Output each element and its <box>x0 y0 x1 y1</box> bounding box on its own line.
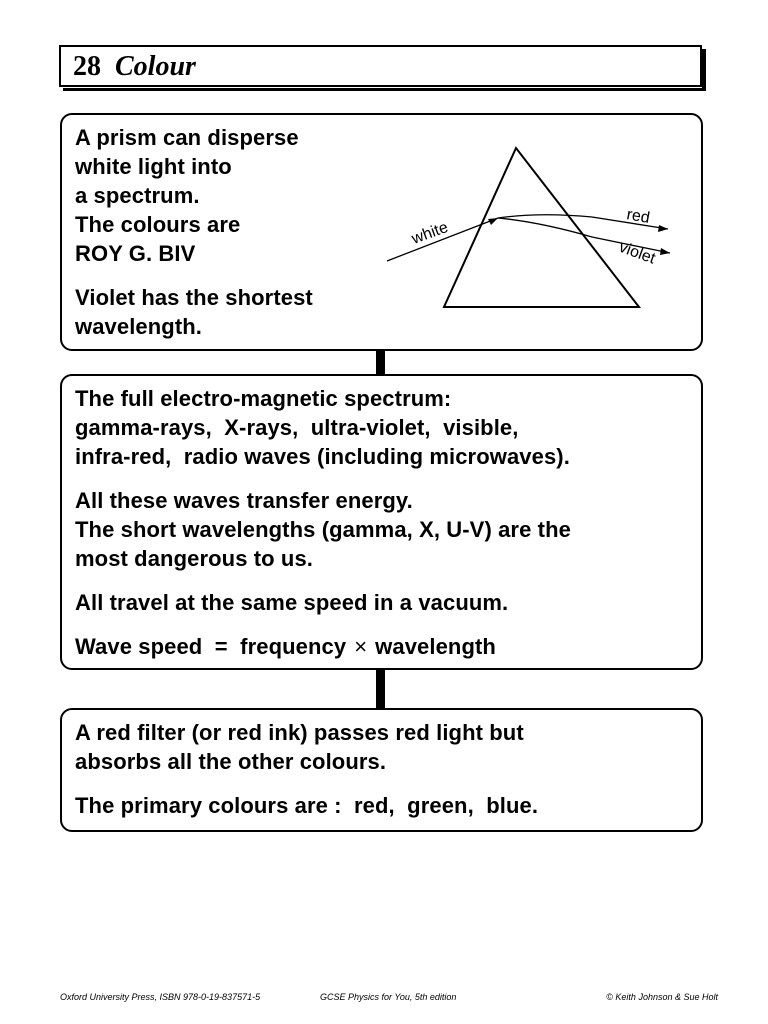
label-white: white <box>409 219 451 248</box>
prism-line: The colours are <box>75 212 241 237</box>
chapter-number: 28 <box>73 51 101 82</box>
em-line: gamma-rays, X-rays, ultra-violet, visible, <box>75 415 519 440</box>
equation-lhs: Wave speed = frequency <box>75 634 347 659</box>
red-ray-arrow <box>658 225 668 232</box>
energy-line: The short wavelengths (gamma, X, U-V) are the <box>75 517 571 542</box>
prism-line: A prism can disperse <box>75 125 299 150</box>
prism-line: white light into <box>75 154 232 179</box>
filter-line: A red filter (or red ink) passes red light but <box>75 720 524 745</box>
connector-bar <box>376 670 385 708</box>
energy-line: All these waves transfer energy. <box>75 488 413 513</box>
white-ray-arrow <box>488 218 498 225</box>
filter-box <box>60 708 703 832</box>
footer-publisher: Oxford University Press, ISBN 978-0-19-837571-5 <box>60 992 261 1002</box>
filter-text <box>75 718 689 776</box>
ray-inside-red <box>498 215 592 218</box>
em-spectrum-list <box>75 384 689 471</box>
violet-ray-arrow <box>660 248 670 255</box>
violet-note-line: Violet has the shortest <box>75 285 313 310</box>
filter-line: absorbs all the other colours. <box>75 749 387 774</box>
energy-line: most dangerous to us. <box>75 546 314 571</box>
equation-rhs: wavelength <box>375 634 496 659</box>
chapter-title: Colour <box>115 51 196 82</box>
prism-line: ROY G. BIV <box>75 241 196 266</box>
prism-diagram <box>380 142 680 317</box>
page-title <box>73 50 196 84</box>
title-bar <box>59 45 702 87</box>
em-line: The full electro-magnetic spectrum: <box>75 386 452 411</box>
em-line: infra-red, radio waves (including microwaves). <box>75 444 570 469</box>
speed-text: All travel at the same speed in a vacuum. <box>75 590 509 615</box>
primary-colours-text: The primary colours are : red, green, blue. <box>75 793 539 818</box>
wave-equation <box>75 632 689 661</box>
label-violet: violet <box>616 238 658 268</box>
footer-book-title: GCSE Physics for You, 5th edition <box>320 992 457 1002</box>
times-symbol: × <box>354 634 368 659</box>
energy-text <box>75 486 689 573</box>
label-red: red <box>625 206 652 227</box>
em-spectrum-box <box>60 374 703 670</box>
connector-bar <box>376 351 385 374</box>
footer-copyright: © Keith Johnson & Sue Holt <box>606 992 718 1002</box>
prism-line: a spectrum. <box>75 183 200 208</box>
violet-note-line: wavelength. <box>75 314 203 339</box>
